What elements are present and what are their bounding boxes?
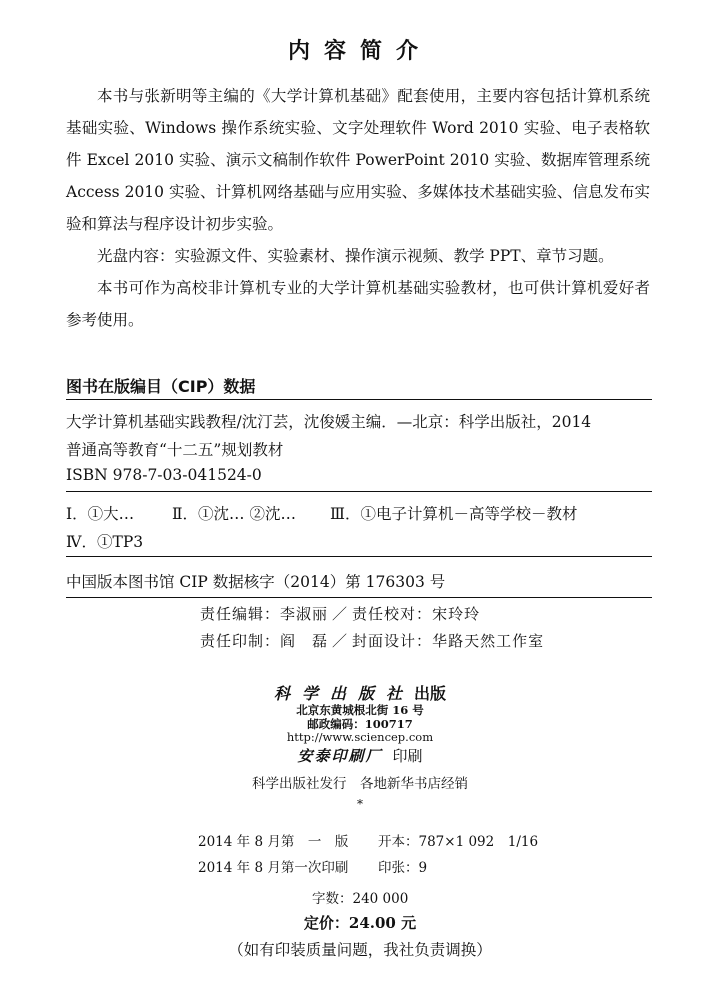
credit-line-1: [200, 603, 480, 624]
cip-isbn: ISBN 978-7-03-041524-0: [66, 466, 262, 484]
summary-paragraph-1: 本书与张新明等主编的《大学计算机基础》配套使用，主要内容包括计算机系统基础实验、Windows 操作系统实验、文字处理软件 Word 2010 实验、电子表格软件 Excel 2010 实验、演示文稿制作软件 PowerPoint 2010 实验、数据库管理系统 Access 2010 实验、计算机网络基础与应用实验、多媒体技术基础实验、信息发布实验和算法与程序设计初步实验。: [66, 87, 650, 233]
summary-body: [66, 80, 650, 336]
printer-suffix: 印刷: [392, 747, 423, 765]
summary-title: 内容简介: [287, 38, 432, 64]
summary-paragraph-3: 本书可作为高校非计算机专业的大学计算机基础实验教材，也可供计算机爱好者参考使用。: [66, 279, 650, 329]
publisher-address: 北京东黄城根北街 16 号: [296, 703, 424, 717]
cip-lower-rule: [66, 556, 652, 557]
separator: ／: [332, 605, 349, 623]
quality-notice: （如有印装质量问题，我社负责调换）: [228, 941, 492, 959]
printer-name: 安泰印刷厂: [297, 747, 383, 765]
cip-series-line: 普通高等教育“十二五”规划教材: [66, 441, 284, 459]
editor-label: 责任编辑：: [200, 605, 281, 623]
printer-line: [0, 745, 720, 766]
credit-line-2: [200, 630, 544, 651]
cip-bottom-rule: [66, 597, 652, 598]
cover-name: 华路天然工作室: [432, 632, 545, 650]
publisher-website: http://www.sciencep.com: [286, 730, 434, 744]
spec-sheets: 印张：9: [378, 860, 428, 876]
publisher-suffix: 出版: [414, 684, 447, 703]
cip-class-1: Ⅰ．①大…: [66, 505, 135, 523]
proofreader-label: 责任校对：: [352, 605, 433, 623]
cip-class-4: Ⅳ．①TP3: [66, 533, 144, 551]
publisher-postcode: 邮政编码：100717: [307, 717, 413, 731]
cip-class-3: Ⅲ．①电子计算机－高等学校－教材: [330, 505, 578, 523]
cip-top-rule: [66, 399, 652, 400]
editor-name: 李淑丽: [280, 605, 329, 623]
separator: ／: [332, 632, 349, 650]
spec-word-count: 字数：240 000: [312, 891, 409, 907]
summary-paragraph-2: 光盘内容：实验源文件、实验素材、操作演示视频、教学 PPT、章节习题。: [97, 247, 614, 265]
cover-label: 封面设计：: [352, 632, 433, 650]
cip-title-line: 大学计算机基础实践教程/沈汀芸，沈俊媛主编．—北京：科学出版社，2014: [66, 413, 592, 431]
printing-label: 责任印制：: [200, 632, 281, 650]
spec-printing: 2014 年 8 月第一次印刷: [198, 860, 349, 876]
cip-mid-rule: [66, 491, 652, 492]
star-separator: *: [357, 797, 363, 811]
spec-edition: 2014 年 8 月第 一 版: [198, 834, 349, 850]
publisher-name: 科学出版社: [273, 684, 414, 703]
cip-class-2: Ⅱ．①沈… ②沈…: [172, 505, 296, 523]
price: 定价：24.00 元: [303, 914, 417, 932]
printing-name: 阎 磊: [280, 632, 329, 650]
publisher-line: [0, 681, 720, 704]
proofreader-name: 宋玲玲: [432, 605, 481, 623]
distribution-line: 科学出版社发行 各地新华书店经销: [252, 776, 468, 792]
cip-library-record: 中国版本图书馆 CIP 数据核字（2014）第 176303 号: [66, 573, 446, 591]
spec-format: 开本：787×1 092 1/16: [378, 834, 539, 850]
cip-header: 图书在版编目（CIP）数据: [66, 377, 256, 396]
